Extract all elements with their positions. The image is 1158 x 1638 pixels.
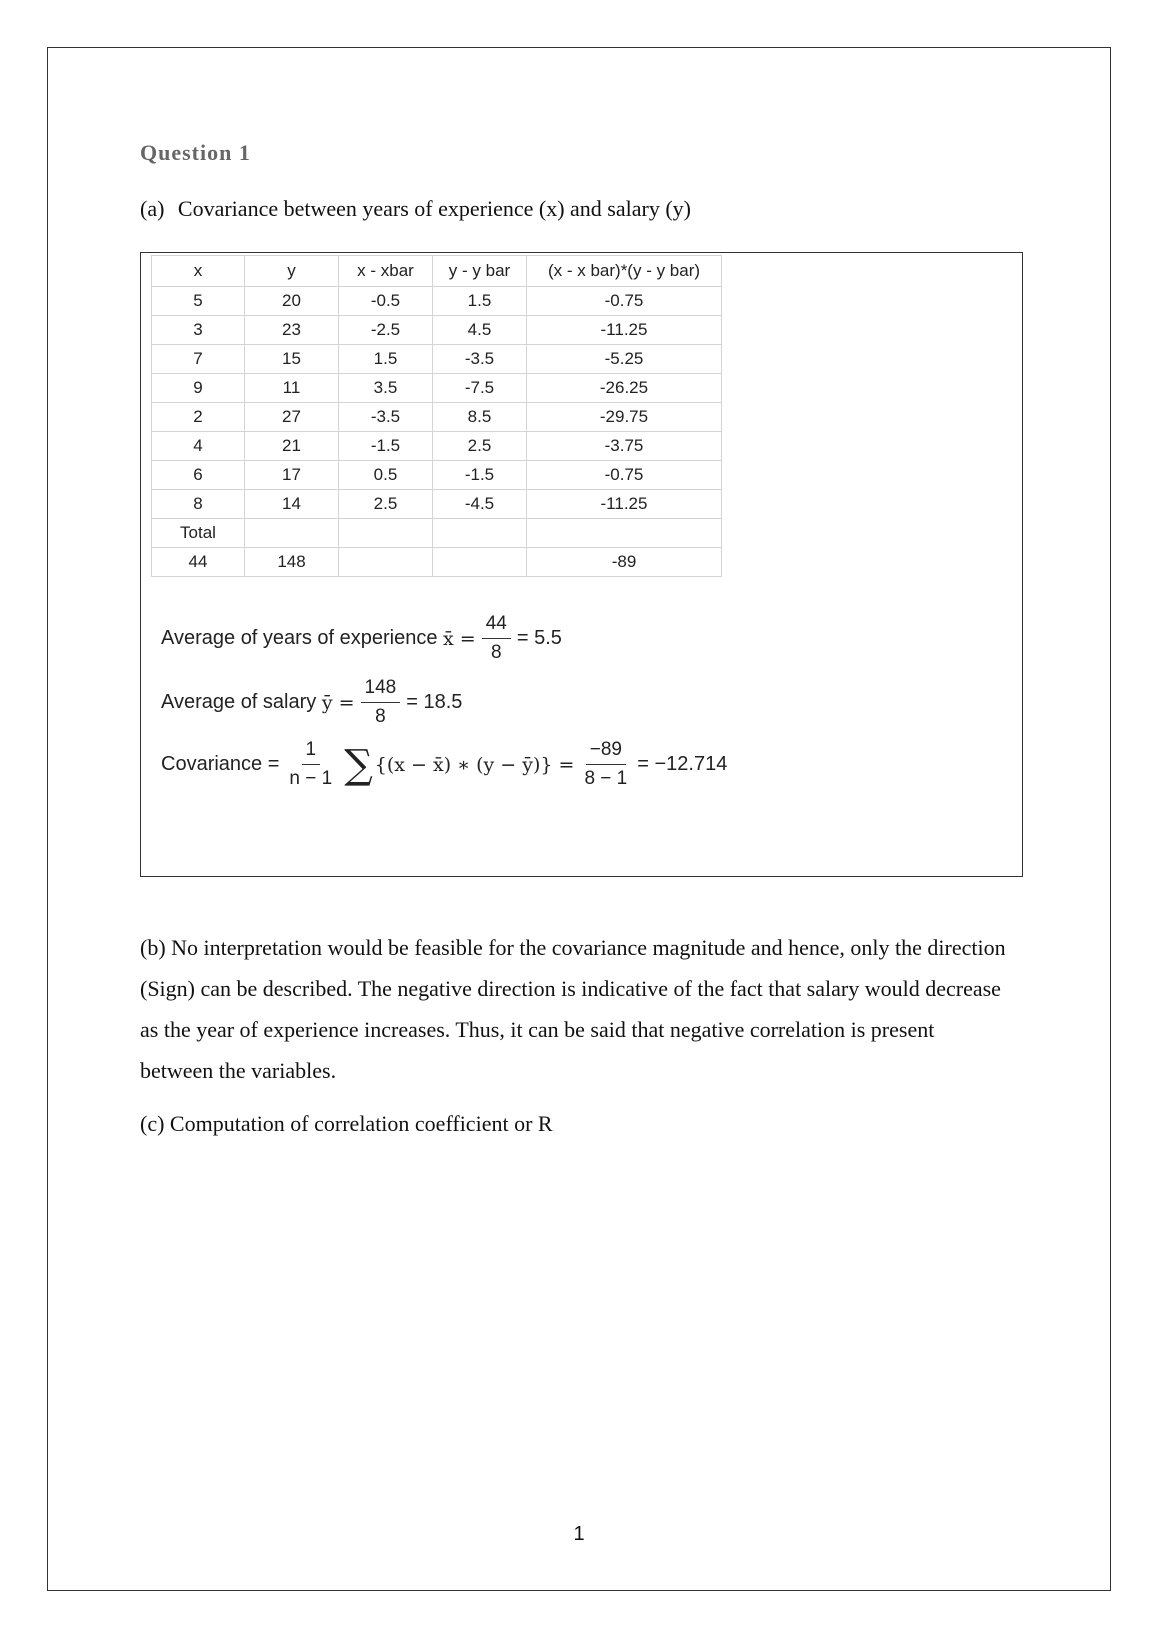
avg-y-denominator: 8 bbox=[375, 706, 386, 727]
table-cell: 27 bbox=[245, 403, 339, 432]
table-cell: 4.5 bbox=[433, 316, 527, 345]
part-a-label: (a) bbox=[140, 196, 165, 221]
table-row bbox=[152, 316, 722, 345]
table-row bbox=[152, 287, 722, 316]
table-cell: 8 bbox=[152, 490, 245, 519]
avg-y-formula bbox=[161, 677, 462, 728]
table-cell: 9 bbox=[152, 374, 245, 403]
totals-row bbox=[152, 548, 722, 577]
table-cell: 1.5 bbox=[339, 345, 433, 374]
table-body bbox=[152, 287, 722, 577]
table-cell: -7.5 bbox=[433, 374, 527, 403]
total-y: 148 bbox=[245, 548, 339, 577]
header-product: (x - x bar)*(y - y bar) bbox=[527, 256, 722, 287]
header-x-minus-xbar: x - xbar bbox=[339, 256, 433, 287]
table-cell: -0.75 bbox=[527, 287, 722, 316]
table-cell bbox=[339, 519, 433, 548]
table-cell: 4 bbox=[152, 432, 245, 461]
part-a-text: Covariance between years of experience (x) and salary (y) bbox=[177, 196, 691, 221]
avg-x-symbol: x̄ = bbox=[443, 627, 476, 650]
part-c-heading: (c) Computation of correlation coefficient or R bbox=[140, 1111, 553, 1136]
avg-x-denominator: 8 bbox=[491, 642, 502, 663]
table-cell: -11.25 bbox=[527, 490, 722, 519]
avg-y-label: Average of salary bbox=[161, 691, 317, 713]
covariance-denominator2: 8 − 1 bbox=[584, 768, 628, 789]
table-row bbox=[152, 432, 722, 461]
total-label-row bbox=[152, 519, 722, 548]
covariance-numerator2: −89 bbox=[586, 739, 626, 765]
covariance-formula bbox=[161, 739, 727, 790]
covariance-coefficient bbox=[285, 739, 336, 790]
avg-y-result: = 18.5 bbox=[406, 691, 463, 713]
table-cell: -3.5 bbox=[339, 403, 433, 432]
part-b-paragraph: (b) No interpretation would be feasible for the covariance magnitude and hence, only the direction (Sign) can be described. The negative direction is indicative of the fact that salary would decrease as the year of experience increases. Thus, it can be said that negative correlation is present between the variables. bbox=[140, 935, 1006, 1083]
table-cell: 3 bbox=[152, 316, 245, 345]
total-y-dev bbox=[433, 548, 527, 577]
avg-y-symbol: ȳ = bbox=[321, 691, 355, 714]
table-row bbox=[152, 374, 722, 403]
avg-x-label: Average of years of experience bbox=[161, 627, 438, 649]
table-cell: -26.25 bbox=[527, 374, 722, 403]
avg-y-numerator: 148 bbox=[361, 677, 401, 703]
avg-x-fraction bbox=[482, 613, 511, 664]
page-number: 1 bbox=[573, 1523, 585, 1545]
table-cell: 21 bbox=[245, 432, 339, 461]
total-x-dev bbox=[339, 548, 433, 577]
covariance-result: = −12.714 bbox=[637, 753, 728, 775]
table-cell: -1.5 bbox=[433, 461, 527, 490]
summation-symbol: ∑ bbox=[344, 741, 373, 788]
table-cell: 1.5 bbox=[433, 287, 527, 316]
table-cell: 11 bbox=[245, 374, 339, 403]
table-cell: 15 bbox=[245, 345, 339, 374]
table-cell: -3.75 bbox=[527, 432, 722, 461]
table-cell: 23 bbox=[245, 316, 339, 345]
covariance-fraction bbox=[580, 739, 631, 790]
table-cell: 17 bbox=[245, 461, 339, 490]
table-cell bbox=[245, 519, 339, 548]
table-row bbox=[152, 345, 722, 374]
avg-x-formula bbox=[161, 613, 562, 664]
covariance-expression: {(x − x̄) ∗ (y − ȳ)} = bbox=[374, 753, 575, 776]
table-cell: 14 bbox=[245, 490, 339, 519]
table-cell: 2 bbox=[152, 403, 245, 432]
table-cell: 5 bbox=[152, 287, 245, 316]
table-row bbox=[152, 461, 722, 490]
total-label: Total bbox=[152, 519, 245, 548]
table-cell: 2.5 bbox=[433, 432, 527, 461]
table-cell: -3.5 bbox=[433, 345, 527, 374]
table-cell: 20 bbox=[245, 287, 339, 316]
table-cell: 2.5 bbox=[339, 490, 433, 519]
header-x: x bbox=[152, 256, 245, 287]
table-cell: 0.5 bbox=[339, 461, 433, 490]
covariance-table bbox=[151, 255, 722, 577]
avg-y-fraction bbox=[361, 677, 401, 728]
table-cell: -1.5 bbox=[339, 432, 433, 461]
table-header-row bbox=[152, 256, 722, 287]
table-cell: 8.5 bbox=[433, 403, 527, 432]
table-cell: -0.5 bbox=[339, 287, 433, 316]
table-cell bbox=[433, 519, 527, 548]
table-cell: 6 bbox=[152, 461, 245, 490]
avg-x-result: = 5.5 bbox=[516, 627, 562, 649]
total-product: -89 bbox=[527, 548, 722, 577]
table-cell: -11.25 bbox=[527, 316, 722, 345]
total-x: 44 bbox=[152, 548, 245, 577]
table-row bbox=[152, 490, 722, 519]
covariance-numerator: 1 bbox=[302, 739, 321, 765]
table-cell: 3.5 bbox=[339, 374, 433, 403]
table-cell: -0.75 bbox=[527, 461, 722, 490]
part-a bbox=[140, 196, 691, 222]
covariance-label: Covariance = bbox=[161, 753, 280, 775]
header-y-minus-ybar: y - y bar bbox=[433, 256, 527, 287]
table-row bbox=[152, 403, 722, 432]
table-cell bbox=[527, 519, 722, 548]
question-heading: Question 1 bbox=[140, 140, 251, 165]
header-y: y bbox=[245, 256, 339, 287]
covariance-denominator: n − 1 bbox=[289, 768, 333, 789]
avg-x-numerator: 44 bbox=[482, 613, 511, 639]
table-cell: -4.5 bbox=[433, 490, 527, 519]
table-cell: -2.5 bbox=[339, 316, 433, 345]
calculation-figure bbox=[140, 252, 1023, 877]
table-cell: -29.75 bbox=[527, 403, 722, 432]
table-cell: 7 bbox=[152, 345, 245, 374]
table-cell: -5.25 bbox=[527, 345, 722, 374]
